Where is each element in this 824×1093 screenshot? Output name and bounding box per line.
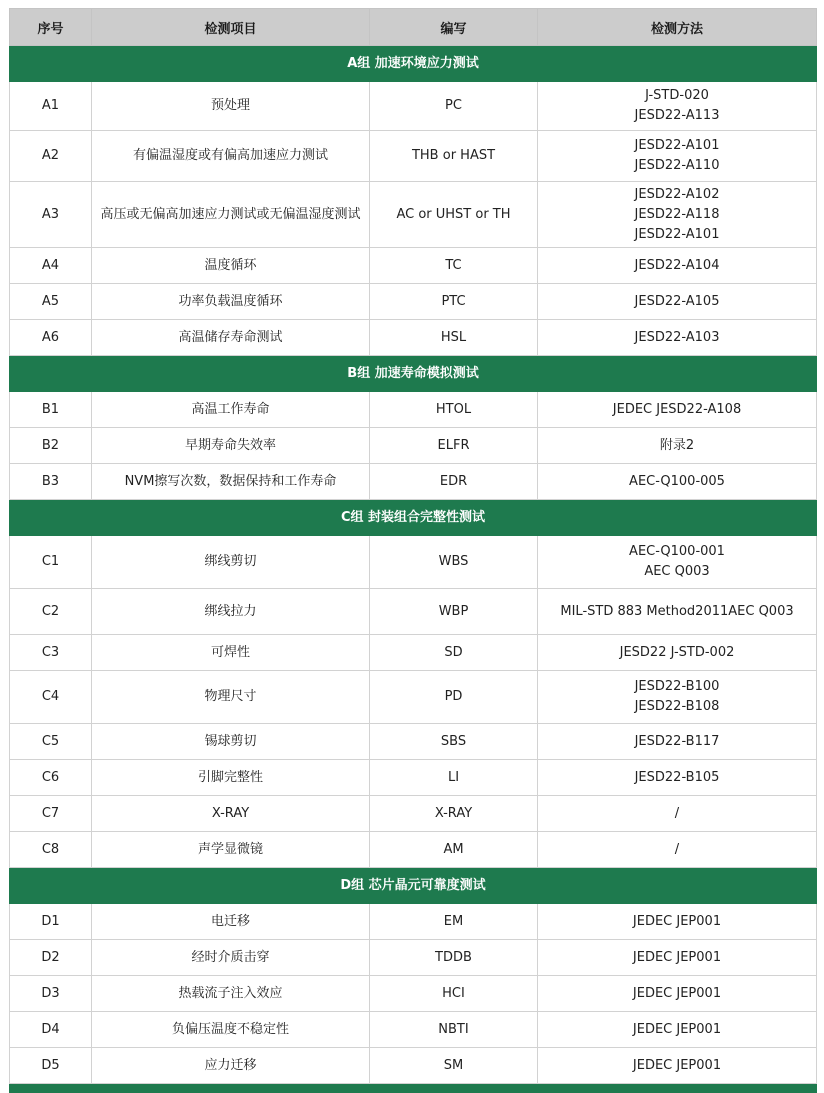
cell-test-method	[538, 182, 817, 248]
table-row	[10, 904, 817, 940]
group-header-row	[10, 868, 817, 904]
cell-test-method	[538, 796, 817, 832]
cell-code: EM	[370, 904, 538, 940]
cell-code: TC	[370, 248, 538, 284]
table-row	[10, 940, 817, 976]
cell-test-item: 锡球剪切	[92, 724, 370, 760]
cell-code: SM	[370, 1048, 538, 1084]
cell-code: AC or UHST or TH	[370, 182, 538, 248]
test-method-line: JESD22-A118	[634, 206, 720, 222]
test-method-line: MIL-STD 883 Method2011AEC Q003	[560, 603, 794, 619]
cell-test-item: 功率负载温度循环	[92, 284, 370, 320]
cell-test-method	[538, 940, 817, 976]
table-row	[10, 182, 817, 248]
table-row	[10, 671, 817, 724]
table-row	[10, 1012, 817, 1048]
test-method-line: JESD22-A101	[634, 226, 720, 242]
cell-test-method	[538, 320, 817, 356]
cell-serial-number: C6	[10, 760, 92, 796]
cell-code: EDR	[370, 464, 538, 500]
cell-test-method	[538, 904, 817, 940]
cell-serial-number: C2	[10, 589, 92, 635]
table-row	[10, 832, 817, 868]
cell-serial-number: C7	[10, 796, 92, 832]
cell-code: WBS	[370, 536, 538, 589]
cell-test-method	[538, 428, 817, 464]
cell-test-item: 绑线拉力	[92, 589, 370, 635]
table-row	[10, 635, 817, 671]
cell-code: ELFR	[370, 428, 538, 464]
cell-code: SD	[370, 635, 538, 671]
table-row	[10, 1048, 817, 1084]
table-row	[10, 589, 817, 635]
cell-test-method	[538, 724, 817, 760]
cell-serial-number: A4	[10, 248, 92, 284]
cell-test-method	[538, 671, 817, 724]
cell-serial-number: D1	[10, 904, 92, 940]
cell-test-method	[538, 1012, 817, 1048]
group-title: D组 芯片晶元可靠度测试	[10, 868, 817, 904]
test-method-line: JEDEC JEP001	[632, 1021, 722, 1037]
table-row	[10, 320, 817, 356]
cell-test-item: 可焊性	[92, 635, 370, 671]
cell-test-method	[538, 464, 817, 500]
cell-test-method	[538, 589, 817, 635]
cell-code: THB or HAST	[370, 131, 538, 182]
table-row	[10, 760, 817, 796]
cell-serial-number: A6	[10, 320, 92, 356]
cell-serial-number: C4	[10, 671, 92, 724]
test-items-table-container	[9, 8, 816, 1093]
table-row	[10, 464, 817, 500]
cell-test-method	[538, 976, 817, 1012]
test-method-line: JESD22-B100	[634, 679, 720, 694]
cell-test-method	[538, 82, 817, 131]
cell-serial-number: A5	[10, 284, 92, 320]
cell-test-item: 经时介质击穿	[92, 940, 370, 976]
cell-code: PD	[370, 671, 538, 724]
test-method-line: JEDEC JEP001	[632, 913, 722, 929]
cell-serial-number: B3	[10, 464, 92, 500]
header-row	[10, 9, 817, 46]
test-method-line: JESD22-A102	[634, 186, 720, 202]
cell-code: AM	[370, 832, 538, 868]
cell-serial-number: A3	[10, 182, 92, 248]
table-row	[10, 131, 817, 182]
cell-serial-number: C1	[10, 536, 92, 589]
cell-test-item: 物理尺寸	[92, 671, 370, 724]
table-row	[10, 248, 817, 284]
cell-serial-number: B2	[10, 428, 92, 464]
group-title: C组 封装组合完整性测试	[10, 500, 817, 536]
test-method-line: JESD22-A110	[634, 158, 720, 173]
group-title: B组 加速寿命模拟测试	[10, 356, 817, 392]
cell-code: HSL	[370, 320, 538, 356]
cell-test-method	[538, 635, 817, 671]
table-row	[10, 536, 817, 589]
cell-code: SBS	[370, 724, 538, 760]
cell-serial-number: A2	[10, 131, 92, 182]
cell-serial-number: D4	[10, 1012, 92, 1048]
header-code: 编写	[370, 9, 538, 46]
cell-test-item: NVM擦写次数，数据保持和工作寿命	[92, 464, 370, 500]
test-method-line: /	[674, 841, 680, 857]
table-row	[10, 392, 817, 428]
cell-test-method	[538, 248, 817, 284]
group-title: A组 加速环境应力测试	[10, 46, 817, 82]
cell-code: WBP	[370, 589, 538, 635]
test-items-table	[9, 8, 817, 1093]
footer-strip-cell	[10, 1084, 817, 1093]
test-method-line: AEC-Q100-001	[629, 544, 725, 559]
cell-code: LI	[370, 760, 538, 796]
cell-test-method	[538, 536, 817, 589]
cell-code: HTOL	[370, 392, 538, 428]
test-method-line: AEC-Q100-005	[629, 473, 725, 489]
test-method-line: JESD22-B108	[634, 699, 720, 714]
test-method-line: J-STD-020	[645, 88, 709, 103]
cell-serial-number: B1	[10, 392, 92, 428]
cell-serial-number: C3	[10, 635, 92, 671]
group-header-row	[10, 46, 817, 82]
cell-serial-number: C8	[10, 832, 92, 868]
cell-test-item: 应力迁移	[92, 1048, 370, 1084]
cell-test-item: 早期寿命失效率	[92, 428, 370, 464]
test-method-line: JESD22-A104	[634, 257, 720, 273]
cell-test-method	[538, 1048, 817, 1084]
cell-test-method	[538, 832, 817, 868]
cell-serial-number: A1	[10, 82, 92, 131]
cell-test-method	[538, 131, 817, 182]
cell-test-item: 电迁移	[92, 904, 370, 940]
cell-test-item: 高压或无偏高加速应力测试或无偏温湿度测试	[92, 182, 370, 248]
header-serial-number: 序号	[10, 9, 92, 46]
test-method-line: AEC Q003	[644, 564, 710, 579]
cell-test-item: 有偏温湿度或有偏高加速应力测试	[92, 131, 370, 182]
cell-test-method	[538, 392, 817, 428]
cell-test-item: 绑线剪切	[92, 536, 370, 589]
cell-test-method	[538, 284, 817, 320]
cell-code: NBTI	[370, 1012, 538, 1048]
group-header-row	[10, 500, 817, 536]
table-row	[10, 82, 817, 131]
group-header-row	[10, 356, 817, 392]
cell-code: PC	[370, 82, 538, 131]
table-header	[10, 9, 817, 46]
cell-test-item: 高温储存寿命测试	[92, 320, 370, 356]
table-row	[10, 796, 817, 832]
test-method-line: JEDEC JEP001	[632, 1057, 722, 1073]
test-method-line: /	[674, 805, 680, 821]
table-row	[10, 724, 817, 760]
test-method-line: JESD22 J-STD-002	[619, 644, 735, 660]
test-method-line: JESD22-A113	[634, 108, 720, 123]
test-method-line: 附录2	[659, 437, 695, 453]
test-method-line: JEDEC JEP001	[632, 949, 722, 965]
cell-serial-number: D3	[10, 976, 92, 1012]
table-footer-strip	[10, 1084, 817, 1093]
cell-code: PTC	[370, 284, 538, 320]
table-row	[10, 976, 817, 1012]
cell-test-item: 热载流子注入效应	[92, 976, 370, 1012]
cell-test-item: 负偏压温度不稳定性	[92, 1012, 370, 1048]
test-method-line: JESD22-B105	[634, 769, 720, 785]
cell-test-item: 预处理	[92, 82, 370, 131]
cell-code: X-RAY	[370, 796, 538, 832]
cell-code: HCI	[370, 976, 538, 1012]
test-method-line: JESD22-A103	[634, 329, 720, 345]
test-method-line: JESD22-B117	[634, 733, 720, 749]
test-method-line: JEDEC JESD22-A108	[612, 401, 742, 417]
cell-test-item: X-RAY	[92, 796, 370, 832]
cell-serial-number: D2	[10, 940, 92, 976]
cell-test-item: 声学显微镜	[92, 832, 370, 868]
test-method-line: JEDEC JEP001	[632, 985, 722, 1001]
cell-code: TDDB	[370, 940, 538, 976]
cell-test-item: 高温工作寿命	[92, 392, 370, 428]
cell-test-item: 引脚完整性	[92, 760, 370, 796]
table-body	[10, 46, 817, 1093]
header-test-item: 检测项目	[92, 9, 370, 46]
table-row	[10, 428, 817, 464]
cell-serial-number: C5	[10, 724, 92, 760]
table-row	[10, 284, 817, 320]
test-method-line: JESD22-A105	[634, 293, 720, 309]
cell-test-item: 温度循环	[92, 248, 370, 284]
cell-test-method	[538, 760, 817, 796]
test-method-line: JESD22-A101	[634, 138, 720, 153]
header-test-method: 检测方法	[538, 9, 817, 46]
cell-serial-number: D5	[10, 1048, 92, 1084]
